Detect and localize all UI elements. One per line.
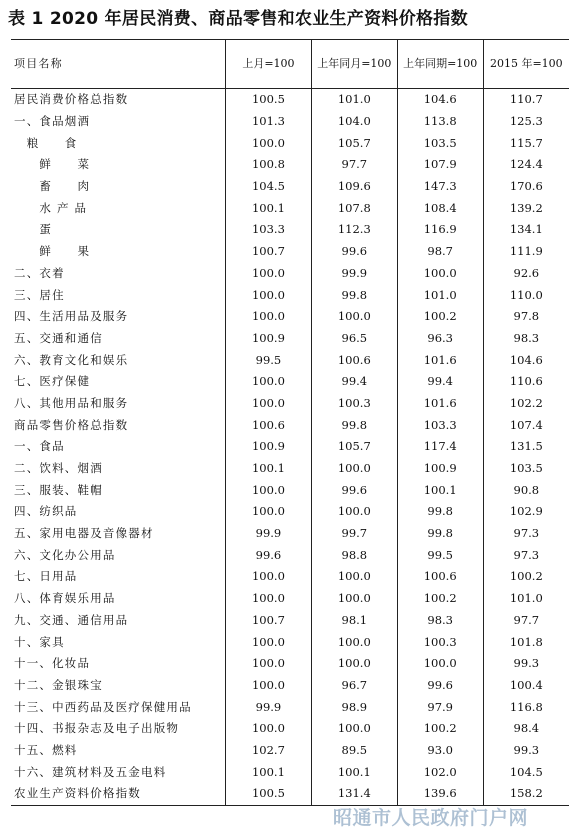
row-item-name: 四、生活用品及服务 (14, 309, 129, 324)
table-row (11, 458, 569, 480)
value-same-month-last-year: 100.0 (311, 588, 397, 610)
value-2015-base: 97.3 (483, 523, 569, 545)
row-item-name: 一、食品烟酒 (14, 114, 91, 129)
value-prev-month: 102.7 (226, 740, 312, 762)
value-2015-base: 92.6 (483, 263, 569, 285)
table-row (11, 111, 569, 133)
value-same-month-last-year: 112.3 (311, 219, 397, 241)
value-2015-base: 100.2 (483, 566, 569, 588)
value-same-month-last-year: 101.0 (311, 89, 397, 111)
row-item-name: 二、饮料、烟酒 (14, 461, 103, 476)
row-item-name: 三、服装、鞋帽 (14, 482, 103, 497)
value-same-month-last-year: 96.7 (311, 675, 397, 697)
value-same-period-last-year: 103.5 (397, 132, 483, 154)
table-row (11, 414, 569, 436)
value-prev-month: 100.0 (226, 501, 312, 523)
value-2015-base: 111.9 (483, 241, 569, 263)
row-item-name: 十一、化妆品 (14, 656, 91, 671)
value-same-period-last-year: 100.6 (397, 566, 483, 588)
value-2015-base: 100.4 (483, 675, 569, 697)
value-2015-base: 139.2 (483, 197, 569, 219)
value-same-period-last-year: 93.0 (397, 740, 483, 762)
value-same-period-last-year: 107.9 (397, 154, 483, 176)
value-same-month-last-year: 100.0 (311, 501, 397, 523)
value-same-period-last-year: 99.5 (397, 544, 483, 566)
value-same-period-last-year: 96.3 (397, 328, 483, 350)
value-same-period-last-year: 100.0 (397, 263, 483, 285)
value-prev-month: 100.0 (226, 588, 312, 610)
value-same-period-last-year: 100.1 (397, 479, 483, 501)
value-prev-month: 99.9 (226, 523, 312, 545)
row-item-name: 蛋 (14, 222, 53, 237)
value-same-month-last-year: 131.4 (311, 783, 397, 805)
value-prev-month: 100.7 (226, 241, 312, 263)
site-watermark: 昭通市人民政府门户网 (333, 807, 529, 829)
value-same-month-last-year: 100.0 (311, 458, 397, 480)
table-row (11, 761, 569, 783)
row-item-name: 三、居住 (14, 287, 65, 302)
value-2015-base: 97.8 (483, 306, 569, 328)
value-same-month-last-year: 99.6 (311, 241, 397, 263)
value-same-month-last-year: 109.6 (311, 176, 397, 198)
row-item-name: 十二、金银珠宝 (14, 677, 103, 692)
value-2015-base: 101.8 (483, 631, 569, 653)
row-item-name: 鲜 菜 (14, 157, 91, 172)
value-same-month-last-year: 100.0 (311, 306, 397, 328)
value-same-month-last-year: 105.7 (311, 436, 397, 458)
value-2015-base: 110.6 (483, 371, 569, 393)
value-2015-base: 134.1 (483, 219, 569, 241)
value-2015-base: 158.2 (483, 783, 569, 805)
row-item-name: 十五、燃料 (14, 742, 78, 757)
value-same-month-last-year: 96.5 (311, 328, 397, 350)
value-prev-month: 99.5 (226, 349, 312, 371)
value-2015-base: 125.3 (483, 111, 569, 133)
table-row (11, 436, 569, 458)
table-row (11, 241, 569, 263)
value-prev-month: 100.7 (226, 610, 312, 632)
row-item-name: 农业生产资料价格指数 (11, 783, 226, 805)
table-row (11, 371, 569, 393)
table-row (11, 675, 569, 697)
value-2015-base: 103.5 (483, 458, 569, 480)
table-row (11, 718, 569, 740)
table-row (11, 588, 569, 610)
value-2015-base: 101.0 (483, 588, 569, 610)
row-item-name: 十六、建筑材料及五金电料 (14, 764, 167, 779)
value-prev-month: 100.0 (226, 306, 312, 328)
value-2015-base: 99.3 (483, 653, 569, 675)
table-row (11, 566, 569, 588)
row-item-name: 一、食品 (14, 439, 65, 454)
row-item-name: 十四、书报杂志及电子出版物 (14, 721, 180, 736)
table-row (11, 696, 569, 718)
value-2015-base: 98.4 (483, 718, 569, 740)
value-same-month-last-year: 104.0 (311, 111, 397, 133)
table-row (11, 544, 569, 566)
value-same-period-last-year: 103.3 (397, 414, 483, 436)
table-header-row (11, 40, 569, 89)
value-prev-month: 103.3 (226, 219, 312, 241)
value-2015-base: 104.6 (483, 349, 569, 371)
value-prev-month: 100.0 (226, 718, 312, 740)
table-row (11, 783, 569, 805)
row-item-name: 八、其他用品和服务 (14, 395, 129, 410)
value-2015-base: 99.3 (483, 740, 569, 762)
value-same-period-last-year: 100.9 (397, 458, 483, 480)
table-row (11, 328, 569, 350)
value-same-month-last-year: 100.6 (311, 349, 397, 371)
table-row (11, 631, 569, 653)
value-prev-month: 100.0 (226, 393, 312, 415)
row-item-name: 八、体育娱乐用品 (14, 591, 116, 606)
value-2015-base: 131.5 (483, 436, 569, 458)
value-prev-month: 100.5 (226, 783, 312, 805)
value-2015-base: 104.5 (483, 761, 569, 783)
value-prev-month: 100.5 (226, 89, 312, 111)
header-prev-month: 上月=100 (226, 40, 312, 89)
value-prev-month: 100.1 (226, 761, 312, 783)
value-same-period-last-year: 116.9 (397, 219, 483, 241)
value-prev-month: 100.0 (226, 566, 312, 588)
value-same-month-last-year: 100.1 (311, 761, 397, 783)
value-same-period-last-year: 98.3 (397, 610, 483, 632)
row-item-name: 六、文化办公用品 (14, 547, 116, 562)
value-same-period-last-year: 108.4 (397, 197, 483, 219)
value-same-month-last-year: 100.0 (311, 653, 397, 675)
value-2015-base: 107.4 (483, 414, 569, 436)
value-same-month-last-year: 100.3 (311, 393, 397, 415)
row-item-name: 十三、中西药品及医疗保健用品 (14, 699, 192, 714)
value-same-period-last-year: 99.6 (397, 675, 483, 697)
table-row (11, 284, 569, 306)
value-same-period-last-year: 100.2 (397, 306, 483, 328)
table-row (11, 349, 569, 371)
value-same-month-last-year: 97.7 (311, 154, 397, 176)
value-2015-base: 97.3 (483, 544, 569, 566)
row-item-name: 五、交通和通信 (14, 330, 103, 345)
table-row (11, 653, 569, 675)
value-same-period-last-year: 104.6 (397, 89, 483, 111)
value-same-period-last-year: 102.0 (397, 761, 483, 783)
value-prev-month: 100.6 (226, 414, 312, 436)
value-same-month-last-year: 100.0 (311, 631, 397, 653)
value-same-period-last-year: 100.2 (397, 588, 483, 610)
value-prev-month: 100.0 (226, 631, 312, 653)
row-item-name: 七、日用品 (14, 569, 78, 584)
value-2015-base: 98.3 (483, 328, 569, 350)
value-same-period-last-year: 100.0 (397, 653, 483, 675)
value-prev-month: 100.0 (226, 132, 312, 154)
value-same-month-last-year: 98.8 (311, 544, 397, 566)
value-prev-month: 100.0 (226, 653, 312, 675)
value-same-period-last-year: 100.2 (397, 718, 483, 740)
row-item-name: 十、家具 (14, 634, 65, 649)
row-item-name: 二、衣着 (14, 265, 65, 280)
value-same-month-last-year: 99.4 (311, 371, 397, 393)
value-same-period-last-year: 101.0 (397, 284, 483, 306)
value-same-month-last-year: 99.8 (311, 284, 397, 306)
value-same-month-last-year: 100.0 (311, 718, 397, 740)
value-same-period-last-year: 99.8 (397, 523, 483, 545)
table-row (11, 740, 569, 762)
value-2015-base: 102.2 (483, 393, 569, 415)
value-2015-base: 124.4 (483, 154, 569, 176)
value-prev-month: 100.0 (226, 675, 312, 697)
value-prev-month: 100.1 (226, 458, 312, 480)
value-prev-month: 100.9 (226, 436, 312, 458)
value-same-month-last-year: 99.9 (311, 263, 397, 285)
value-same-month-last-year: 89.5 (311, 740, 397, 762)
row-item-name: 四、纺织品 (14, 504, 78, 519)
value-2015-base: 97.7 (483, 610, 569, 632)
table-row (11, 393, 569, 415)
value-same-month-last-year: 100.0 (311, 566, 397, 588)
value-prev-month: 100.0 (226, 479, 312, 501)
value-2015-base: 102.9 (483, 501, 569, 523)
value-same-month-last-year: 99.6 (311, 479, 397, 501)
value-same-period-last-year: 99.4 (397, 371, 483, 393)
value-same-period-last-year: 113.8 (397, 111, 483, 133)
value-same-month-last-year: 98.9 (311, 696, 397, 718)
value-prev-month: 100.0 (226, 284, 312, 306)
header-2015-base: 2015 年=100 (483, 40, 569, 89)
value-same-period-last-year: 147.3 (397, 176, 483, 198)
row-item-name: 居民消费价格总指数 (14, 92, 129, 107)
row-item-name: 商品零售价格总指数 (14, 417, 129, 432)
value-same-period-last-year: 100.3 (397, 631, 483, 653)
table-row (11, 197, 569, 219)
value-same-period-last-year: 117.4 (397, 436, 483, 458)
value-prev-month: 101.3 (226, 111, 312, 133)
row-item-name: 水 产 品 (14, 200, 88, 215)
table-row (11, 176, 569, 198)
table-row (11, 610, 569, 632)
value-prev-month: 100.9 (226, 328, 312, 350)
row-item-name: 七、医疗保健 (14, 374, 91, 389)
row-item-name: 粮 食 (14, 135, 78, 150)
table-row (11, 306, 569, 328)
value-prev-month: 104.5 (226, 176, 312, 198)
value-prev-month: 99.9 (226, 696, 312, 718)
table-row (11, 132, 569, 154)
value-same-period-last-year: 97.9 (397, 696, 483, 718)
row-item-name: 鲜 果 (14, 244, 91, 259)
value-same-month-last-year: 107.8 (311, 197, 397, 219)
row-item-name: 五、家用电器及音像器材 (14, 526, 154, 541)
header-same-month-last-year: 上年同月=100 (311, 40, 397, 89)
value-prev-month: 99.6 (226, 544, 312, 566)
value-prev-month: 100.0 (226, 371, 312, 393)
table-row (11, 89, 569, 111)
table-row (11, 479, 569, 501)
row-item-name: 畜 肉 (14, 179, 91, 194)
table-row (11, 501, 569, 523)
table-row (11, 219, 569, 241)
value-prev-month: 100.8 (226, 154, 312, 176)
table-row (11, 523, 569, 545)
value-2015-base: 116.8 (483, 696, 569, 718)
value-2015-base: 110.7 (483, 89, 569, 111)
page-title: 表 1 2020 年居民消费、商品零售和农业生产资料价格指数 (8, 9, 468, 29)
value-2015-base: 115.7 (483, 132, 569, 154)
value-prev-month: 100.0 (226, 263, 312, 285)
row-item-name: 六、教育文化和娱乐 (14, 352, 129, 367)
value-same-month-last-year: 99.7 (311, 523, 397, 545)
value-same-month-last-year: 105.7 (311, 132, 397, 154)
value-prev-month: 100.1 (226, 197, 312, 219)
price-index-table (11, 39, 569, 806)
value-same-month-last-year: 98.1 (311, 610, 397, 632)
table-row (11, 154, 569, 176)
value-same-month-last-year: 99.8 (311, 414, 397, 436)
value-2015-base: 110.0 (483, 284, 569, 306)
header-item-name: 项目名称 (11, 40, 226, 89)
value-same-period-last-year: 101.6 (397, 393, 483, 415)
table-row (11, 263, 569, 285)
value-same-period-last-year: 139.6 (397, 783, 483, 805)
value-2015-base: 170.6 (483, 176, 569, 198)
value-same-period-last-year: 99.8 (397, 501, 483, 523)
value-2015-base: 90.8 (483, 479, 569, 501)
value-same-period-last-year: 101.6 (397, 349, 483, 371)
header-same-period-last-year: 上年同期=100 (397, 40, 483, 89)
value-same-period-last-year: 98.7 (397, 241, 483, 263)
row-item-name: 九、交通、通信用品 (14, 612, 129, 627)
